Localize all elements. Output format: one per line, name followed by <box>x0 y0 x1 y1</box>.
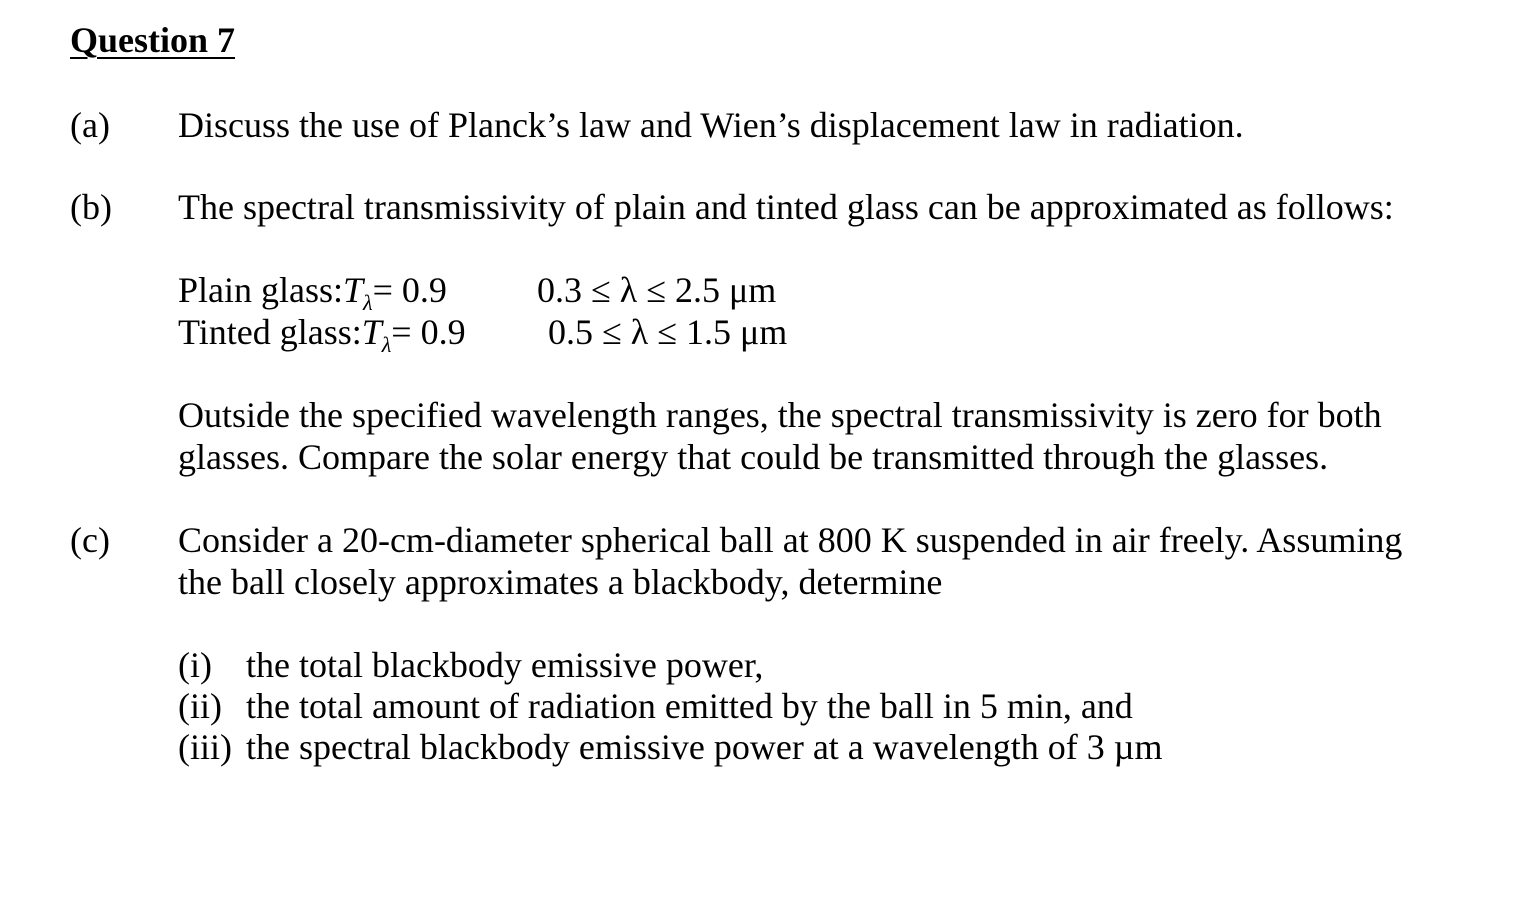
plain-glass-value: = 0.9 <box>372 270 447 310</box>
tinted-glass-row <box>178 314 466 356</box>
tinted-glass-range: 0.5 ≤ λ ≤ 1.5 μm <box>548 312 788 352</box>
item-ii-text: the total amount of radiation emitted by the ball in 5 min, and <box>246 686 1133 726</box>
tinted-glass-t-symbol: T <box>361 312 382 352</box>
plain-glass-range: 0.3 ≤ λ ≤ 2.5 μm <box>537 270 777 310</box>
part-a-label: (a) <box>70 105 110 145</box>
item-iii-label: (iii) <box>178 727 232 767</box>
part-b-paragraph-line2: glasses. Compare the solar energy that could be transmitted through the glasses. <box>178 437 1329 477</box>
plain-glass-t-subscript: λ <box>363 290 373 315</box>
part-c-line1: Consider a 20-cm-diameter spherical ball at 800 K suspended in air freely. Assuming <box>178 520 1403 560</box>
tinted-glass-name: Tinted glass: <box>178 312 362 352</box>
tinted-glass-value: = 0.9 <box>391 312 466 352</box>
part-b-paragraph-line1: Outside the specified wavelength ranges, the spectral transmissivity is zero for both <box>178 395 1382 435</box>
plain-glass-row <box>178 272 447 314</box>
tinted-glass-t-subscript: λ <box>381 332 392 357</box>
plain-glass-name: Plain glass: <box>178 270 344 310</box>
part-c-label: (c) <box>70 520 110 560</box>
part-b-intro: The spectral transmissivity of plain and tinted glass can be approximated as follows: <box>178 187 1394 227</box>
part-a-text: Discuss the use of Planck’s law and Wien’s displacement law in radiation. <box>178 105 1244 145</box>
plain-glass-t-symbol: T <box>343 270 364 310</box>
part-c-line2: the ball closely approximates a blackbody, determine <box>178 562 943 602</box>
item-i-text: the total blackbody emissive power, <box>246 645 764 685</box>
part-b-label: (b) <box>70 187 112 227</box>
item-iii-text: the spectral blackbody emissive power at a wavelength of 3 µm <box>246 727 1163 767</box>
item-i-label: (i) <box>178 645 212 685</box>
question-title: Question 7 <box>70 20 236 60</box>
item-ii-label: (ii) <box>178 686 222 726</box>
